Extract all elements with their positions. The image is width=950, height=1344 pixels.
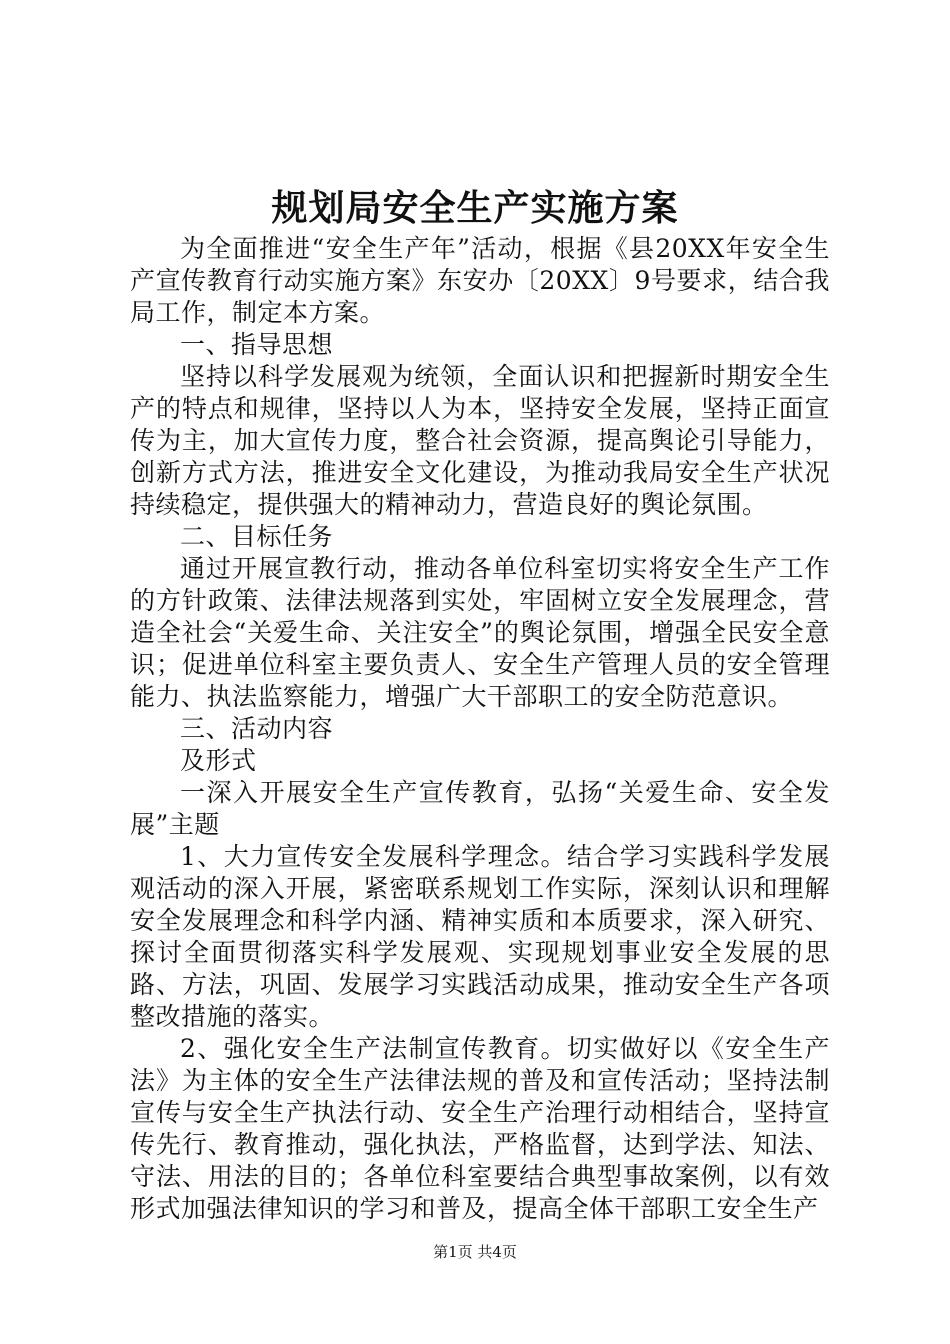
section-heading-activities-continued: 及形式 — [180, 746, 257, 775]
section-heading-goals: 二、目标任务 — [180, 522, 334, 551]
section-heading-activities: 三、活动内容 — [180, 714, 334, 743]
item-1-paragraph: 1、大力宣传安全发展科学理念。结合学习实践科学发展观活动的深入开展，紧密联系规划工作实际，深刻认识和理解安全发展理念和科学内涵、精神实质和本质要求，深入研究、探讨全面贯彻落实科学发展观、实现规划事业安全发展的思路、方法，巩固、发展学习实践活动成果，推动安全生产各项整改措施的落实。 — [130, 842, 830, 1031]
document-title: 规划局安全生产实施方案 — [271, 187, 679, 229]
document-body — [130, 233, 830, 1225]
section-heading-guiding-ideology: 一、指导思想 — [180, 330, 334, 359]
page-footer: 第1页 共4页 — [433, 1243, 517, 1261]
guiding-ideology-paragraph: 坚持以科学发展观为统领，全面认识和把握新时期安全生产的特点和规律，坚持以人为本，坚持安全发展，坚持正面宣传为主，加大宣传力度，整合社会资源，提高舆论引导能力，创新方式方法，推进安全文化建设，为推动我局安全生产状况持续稳定，提供强大的精神动力，营造良好的舆论氛围。 — [130, 362, 830, 519]
intro-paragraph: 为全面推进“安全生产年”活动，根据《县20XX年安全生产宣传教育行动实施方案》东安办〔20XX〕9号要求，结合我局工作，制定本方案。 — [130, 234, 830, 327]
item-2-paragraph: 2、强化安全生产法制宣传教育。切实做好以《安全生产法》为主体的安全生产法律法规的普及和宣传活动；坚持法制宣传与安全生产执法行动、安全生产治理行动相结合，坚持宣传先行、教育推动，强化执法，严格监督，达到学法、知法、守法、用法的目的；各单位科室要结合典型事故案例，以有效形式加强法律知识的学习和普及，提高全体干部职工安全生产 — [130, 1034, 830, 1223]
goals-paragraph: 通过开展宣教行动，推动各单位科室切实将安全生产工作的方针政策、法律法规落到实处，牢固树立安全发展理念，营造全社会“关爱生命、关注安全”的舆论氛围，增强全民安全意识；促进单位科室主要负责人、安全生产管理人员的安全管理能力、执法监察能力，增强广大干部职工的安全防范意识。 — [130, 554, 830, 711]
subsection-heading-theme: 一深入开展安全生产宣传教育，弘扬“关爱生命、安全发展”主题 — [130, 778, 830, 839]
